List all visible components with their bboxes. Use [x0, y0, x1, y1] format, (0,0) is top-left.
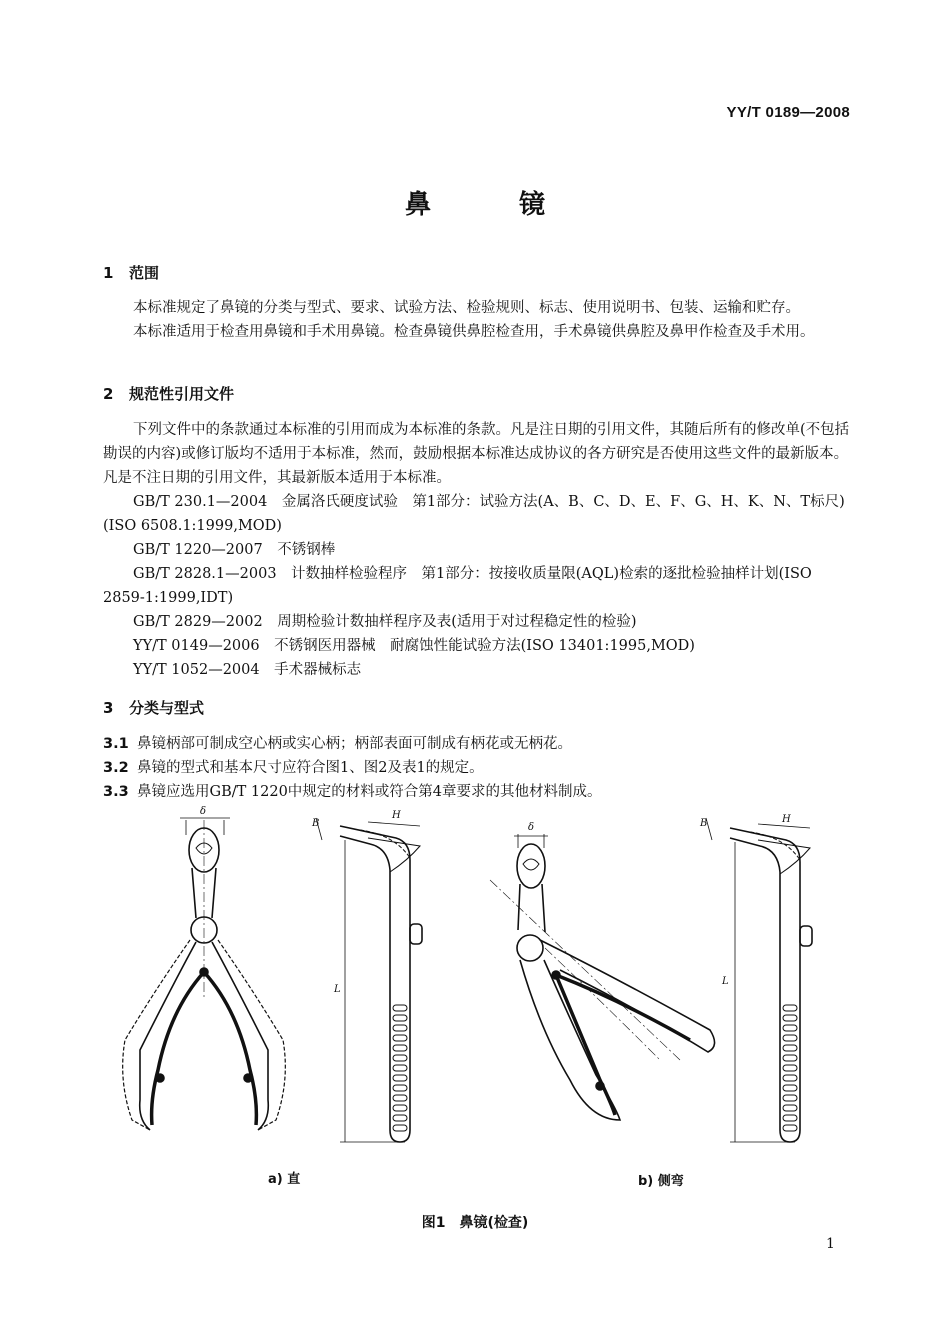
section-1-para-1: 本标准规定了鼻镜的分类与型式、要求、试验方法、检验规则、标志、使用说明书、包装、运输和贮存。 — [133, 300, 800, 316]
title-char-1: 鼻 — [404, 190, 431, 220]
reference-item: YY/T 1052—2004 手术器械标志 — [133, 662, 362, 678]
standard-code: YY/T 0189—2008 — [726, 104, 850, 121]
clause-text: 鼻镜柄部可制成空心柄或实心柄；柄部表面可制成有柄花或无柄花。 — [137, 736, 572, 752]
section-3-heading — [103, 697, 204, 718]
speculum-straight-front — [123, 818, 286, 1130]
reference-item: GB/T 2828.1—2003 计数抽样检验程序 第1部分：按接收质量限(AQL)检索的逐批检验抽样计划(ISO 2859-1:1999,IDT) — [103, 566, 812, 606]
dim-B-b: B — [700, 818, 708, 829]
clause-number: 3.3 — [103, 784, 129, 800]
section-1-para-2: 本标准适用于检查用鼻镜和手术用鼻镜。检查鼻镜供鼻腔检查用，手术鼻镜供鼻腔及鼻甲作检查及手术用。 — [133, 324, 815, 340]
reference-item: YY/T 0149—2006 不锈钢医用器械 耐腐蚀性能试验方法(ISO 13401:1995,MOD) — [133, 638, 695, 654]
dim-H-a: H — [392, 810, 401, 821]
clause-text: 鼻镜应选用GB/T 1220中规定的材料或符合第4章要求的其他材料制成。 — [137, 784, 602, 800]
page-number: 1 — [826, 1236, 835, 1252]
section-1-heading — [103, 262, 159, 283]
speculum-curved-front — [490, 834, 715, 1120]
dim-L-b: L — [722, 976, 729, 987]
section-1-number: 1 — [103, 264, 114, 282]
reference-item: GB/T 1220—2007 不锈钢棒 — [133, 542, 336, 558]
reference-item: GB/T 230.1—2004 金属洛氏硬度试验 第1部分：试验方法(A、B、C、D、E、F、G、H、K、N、T标尺)(ISO 6508.1:1999,MOD) — [103, 494, 845, 534]
figure-1-drawing — [0, 800, 950, 1160]
subfigure-a-caption: a) 直 — [268, 1172, 301, 1187]
section-2-para-1: 下列文件中的条款通过本标准的引用而成为本标准的条款。凡是注日期的引用文件，其随后所有的修改单(不包括勘误的内容)或修订版均不适用于本标准，然而，鼓励根据本标准达成协议的各方研究是否使用这些文件的最新版本。凡是不注日期的引用文件，其最新版本适用于本标准。 — [103, 422, 850, 486]
clause-3-1 — [103, 732, 851, 756]
section-3-number: 3 — [103, 699, 114, 717]
speculum-straight-side — [316, 818, 422, 1142]
clause-number: 3.1 — [103, 736, 129, 752]
clause-text: 鼻镜的型式和基本尺寸应符合图1、图2及表1的规定。 — [137, 760, 484, 776]
page-title — [0, 184, 950, 221]
clause-3-2 — [103, 756, 851, 780]
dim-L-a: L — [334, 984, 341, 995]
figure-caption: 图1 鼻镜(检查) — [421, 1215, 529, 1231]
subfigure-b-caption: b) 侧弯 — [638, 1174, 684, 1189]
dim-B-a: B — [312, 818, 320, 829]
reference-item: GB/T 2829—2002 周期检验计数抽样程序及表(适用于对过程稳定性的检验) — [133, 614, 637, 630]
section-2-heading — [103, 383, 234, 404]
reference-list — [103, 490, 851, 682]
dim-delta-a: δ — [200, 806, 207, 817]
section-2-title: 规范性引用文件 — [129, 385, 235, 403]
clause-number: 3.2 — [103, 760, 129, 776]
dim-H-b: H — [782, 814, 791, 825]
section-1-title: 范围 — [129, 264, 160, 282]
section-3-title: 分类与型式 — [129, 699, 205, 717]
title-char-2: 镜 — [519, 190, 546, 220]
section-2-number: 2 — [103, 385, 114, 403]
dim-delta-b: δ — [528, 822, 535, 833]
